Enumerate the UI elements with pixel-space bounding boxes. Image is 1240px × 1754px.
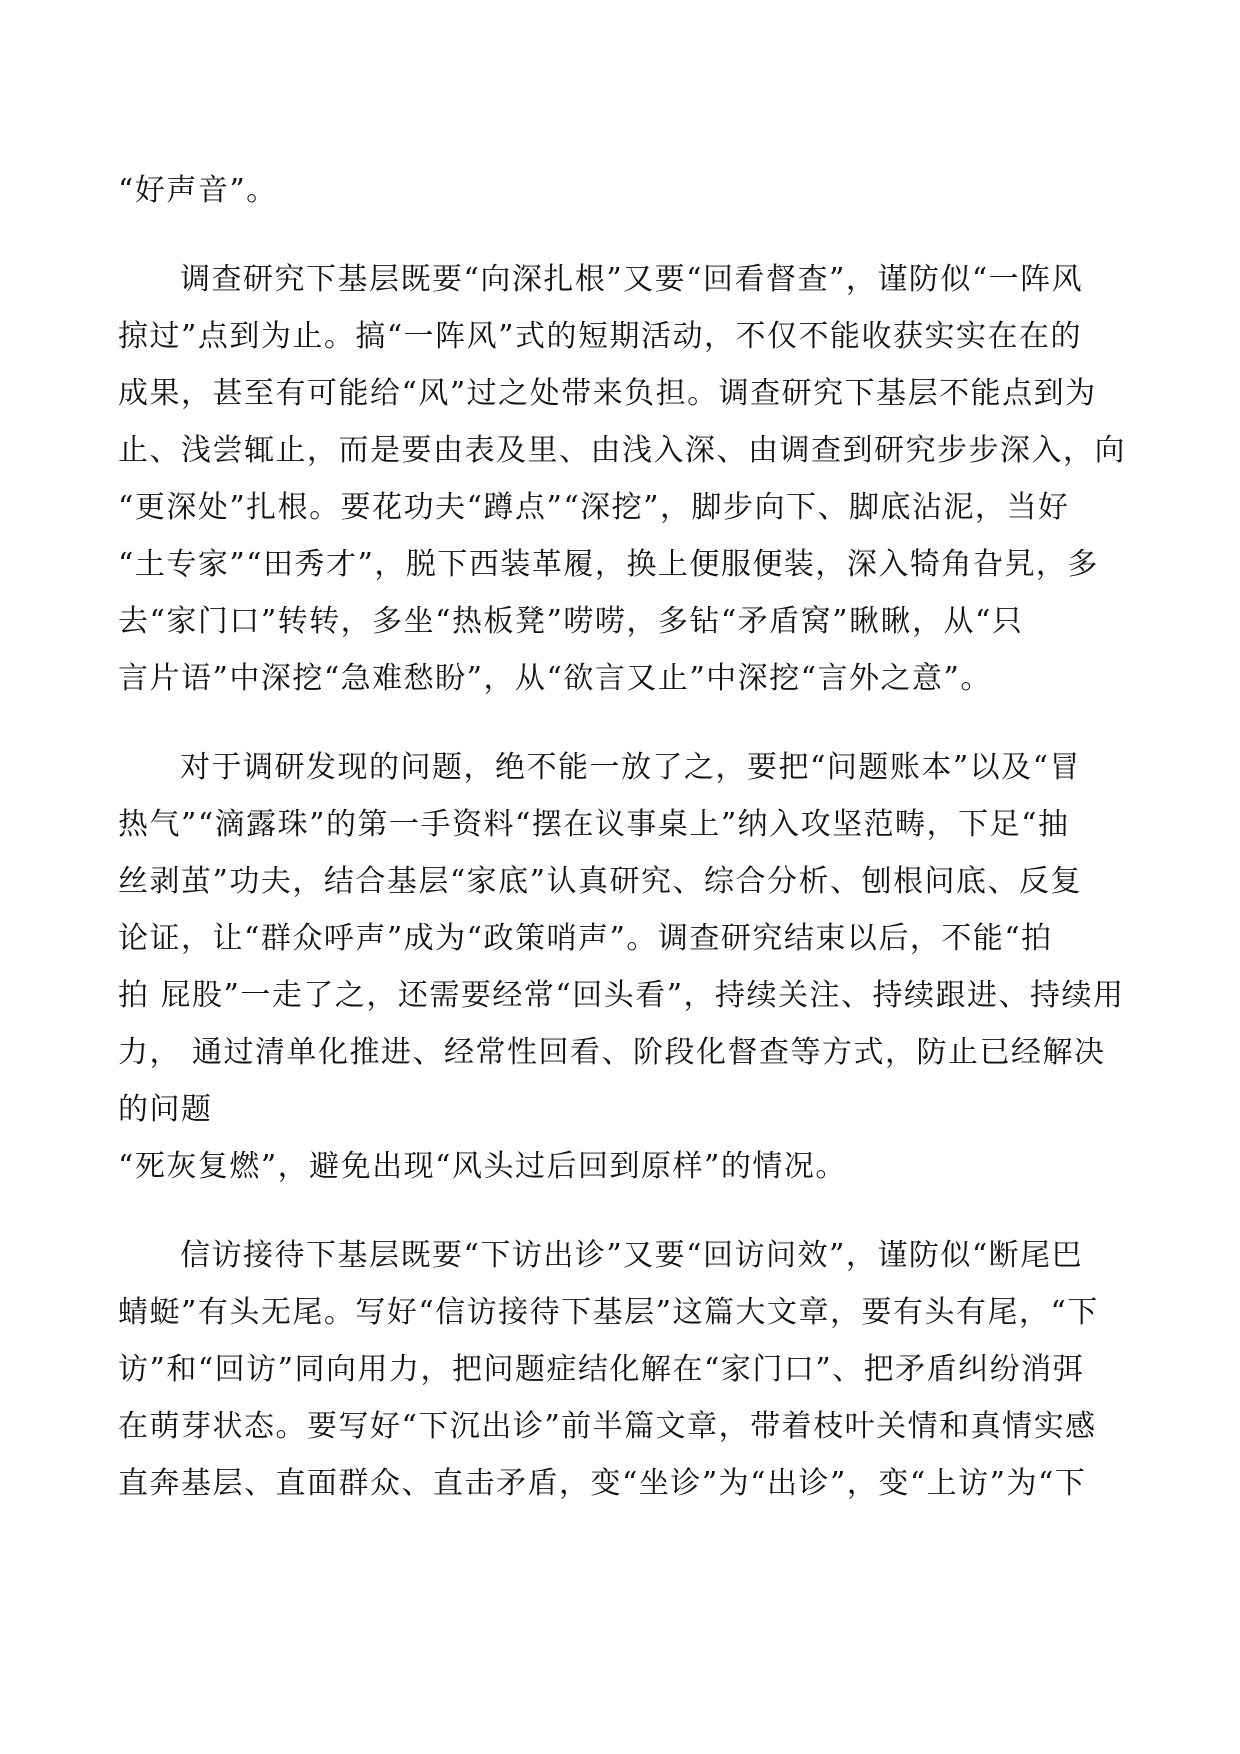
text-line: 论证，让“群众呼声”成为“政策哨声”。调查研究结束以后，不能“拍 [118, 921, 1053, 956]
text-line: 直奔基层、直面群众、直击矛盾，变“坐诊”为“出诊”，变“上访”为“下 [118, 1466, 1087, 1501]
text-line: 访”和“回访”同向用力，把问题症结化解在“家门口”、把矛盾纠纷消弭 [118, 1352, 1085, 1387]
text-line: 调查研究下基层既要“向深扎根”又要“回看督查”，谨防似“一阵风 [180, 262, 1084, 297]
text-line: 言片语”中深挖“急难愁盼”，从“欲言又止”中深挖“言外之意”。 [118, 661, 992, 696]
text-line: “更深处”扎根。要花功夫“蹲点”“深挖”，脚步向下、脚底沾泥，当好 [118, 490, 1070, 525]
text-line: “死灰复燃”，避免出现“风头过后回到原样”的情况。 [118, 1149, 847, 1184]
text-line: 拍 屁股”一走了之，还需要经常“回头看”，持续关注、持续跟进、持续用 [118, 978, 1125, 1013]
document-body [118, 162, 1126, 1512]
text-line: 蜻蜓”有头无尾。写好“信访接待下基层”这篇大文章，要有头有尾，“下 [118, 1295, 1099, 1330]
paragraph [118, 251, 1126, 707]
text-line: 在萌芽状态。要写好“下沉出诊”前半篇文章，带着枝叶关情和真情实感 [118, 1409, 1097, 1444]
text-line: 对于调研发现的问题，绝不能一放了之，要把“问题账本”以及“冒 [180, 750, 1082, 785]
text-line: 丝剥茧”功夫，结合基层“家底”认真研究、综合分析、刨根问底、反复 [118, 864, 1083, 899]
text-line: 去“家门口”转转，多坐“热板凳”唠唠，多钻“矛盾窝”瞅瞅，从“只 [118, 604, 1024, 639]
text-line: 的问题 [118, 1092, 213, 1127]
text-line: “好声音”。 [118, 173, 278, 208]
text-line: 力， 通过清单化推进、经常性回看、阶段化督查等方式，防止已经解决 [118, 1035, 1106, 1070]
text-line: 热气”“滴露珠”的第一手资料“摆在议事桌上”纳入攻坚范畴，下足“抽 [118, 807, 1070, 842]
text-line: “土专家”“田秀才”，脱下西装革履，换上便服便装，深入犄角旮旯，多 [118, 547, 1099, 582]
paragraph-gap [118, 1195, 1123, 1227]
paragraph [118, 162, 1123, 219]
text-line: 信访接待下基层既要“下访出诊”又要“回访问效”，谨防似“断尾巴 [180, 1238, 1084, 1273]
paragraph [118, 1227, 1123, 1512]
paragraph-gap [118, 707, 1123, 739]
paragraph [118, 739, 1123, 1195]
text-line: 掠过”点到为止。搞“一阵风”式的短期活动，不仅不能收获实实在在的 [118, 319, 1083, 354]
text-line: 止、浅尝辄止，而是要由表及里、由浅入深、由调查到研究步步深入，向 [118, 433, 1126, 468]
text-line: 成果，甚至有可能给“风”过之处带来负担。调查研究下基层不能点到为 [118, 376, 1097, 411]
paragraph-gap [118, 219, 1123, 251]
